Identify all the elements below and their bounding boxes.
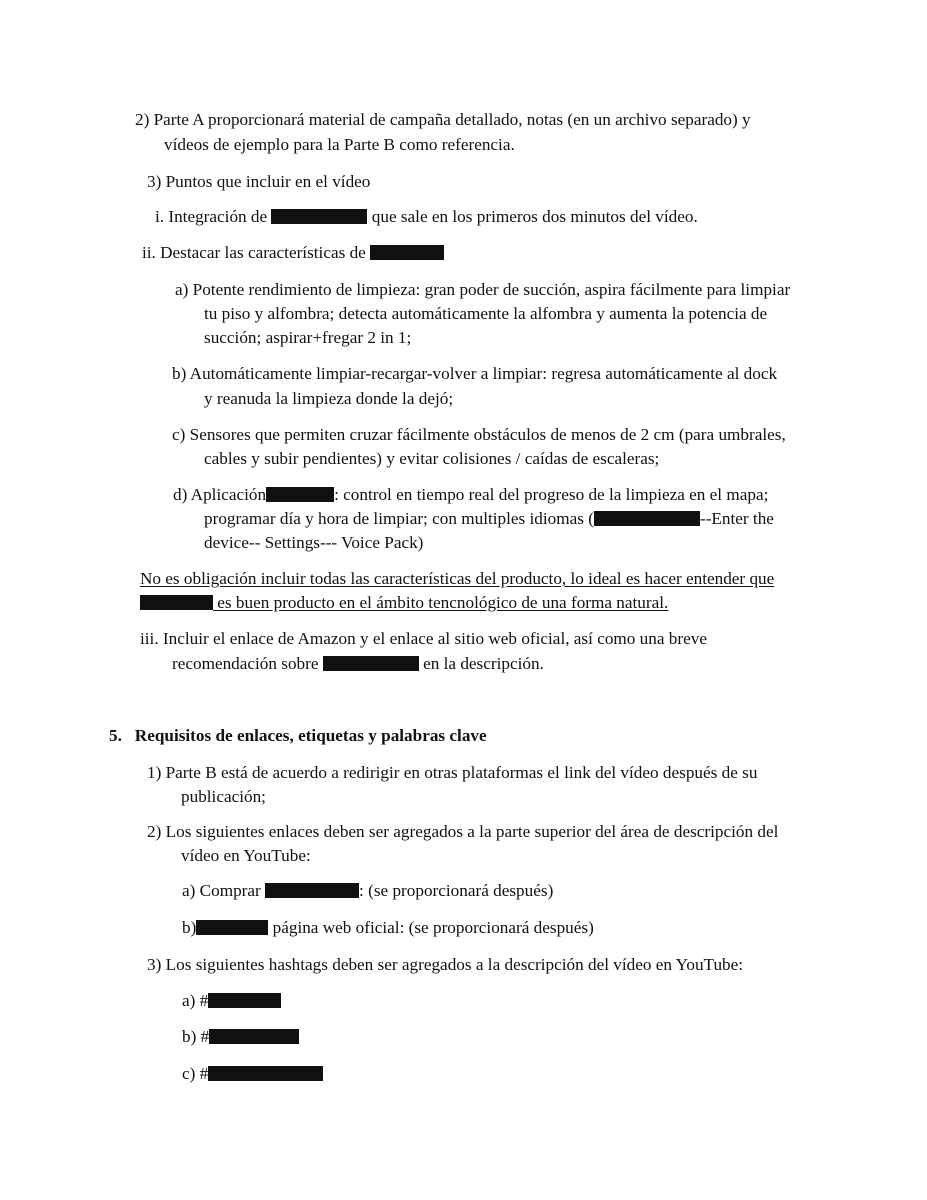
- feature-a-line-3: succión; aspirar+fregar 2 in 1;: [204, 328, 412, 347]
- redaction-block: [208, 1066, 323, 1081]
- redaction-block: [208, 993, 281, 1008]
- redaction-block: [323, 656, 419, 671]
- feature-d-l2-pre: programar día y hora de limpiar; con multiples idiomas (: [204, 509, 594, 528]
- item-i-post: que sale en los primeros dos minutos del vídeo.: [371, 207, 698, 226]
- link-b-line: [182, 918, 594, 938]
- redaction-block: [196, 920, 268, 935]
- redaction-block: [140, 595, 213, 610]
- hashtag-b-line: [182, 1027, 299, 1047]
- s5-item-2-line-1: 2) Los siguientes enlaces deben ser agregados a la parte superior del área de descripción del: [147, 822, 779, 841]
- item-iii-line-1: iii. Incluir el enlace de Amazon y el enlace al sitio web oficial, así como una breve: [140, 629, 707, 648]
- s5-item-2-line-2: vídeo en YouTube:: [181, 846, 311, 865]
- redaction-block: [594, 511, 700, 526]
- item-ii-line: [142, 243, 444, 263]
- feature-c-line-1: c) Sensores que permiten cruzar fácilmente obstáculos de menos de 2 cm (para umbrales,: [172, 425, 786, 444]
- feature-d-post: : control en tiempo real del progreso de la limpieza en el mapa;: [334, 485, 769, 504]
- note-line-1: No es obligación incluir todas las características del producto, lo ideal es hacer entender que: [140, 569, 775, 588]
- feature-d-line-2: [204, 509, 774, 529]
- feature-d-line-3: device-- Settings--- Voice Pack): [204, 533, 424, 552]
- feature-b-line-1: b) Automáticamente limpiar-recargar-volver a limpiar: regresa automáticamente al dock: [172, 364, 778, 383]
- item-iii-line-2: [172, 654, 544, 674]
- item-2-line-1: 2) Parte A proporcionará material de campaña detallado, notas (en un archivo separado) y: [135, 110, 751, 129]
- item-i-line: [155, 207, 698, 227]
- s5-item-1-line-2: publicación;: [181, 787, 266, 806]
- redaction-block: [265, 883, 359, 898]
- note-l2-post: es buen producto en el ámbito tencnológico de una forma natural.: [213, 593, 669, 612]
- hashtag-a-line: [182, 991, 281, 1011]
- link-b-post: página web oficial: (se proporcionará después): [272, 918, 594, 937]
- item-iii-pre: recomendación sobre: [172, 654, 319, 673]
- feature-d-pre: d) Aplicación: [173, 485, 267, 504]
- feature-c-line-2: cables y subir pendientes) y evitar colisiones / caídas de escaleras;: [204, 449, 660, 468]
- redaction-block: [209, 1029, 299, 1044]
- s5-item-3-line-1: 3) Los siguientes hashtags deben ser agregados a la descripción del vídeo en YouTube:: [147, 955, 744, 974]
- hashtag-a-label: a) #: [182, 991, 209, 1010]
- feature-b-line-2: y reanuda la limpieza donde la dejó;: [204, 389, 454, 408]
- s5-item-1-line-1: 1) Parte B está de acuerdo a redirigir en otras plataformas el link del vídeo después de su: [147, 763, 758, 782]
- feature-a-line-2: tu piso y alfombra; detecta automáticamente la alfombra y aumenta la potencia de: [204, 304, 768, 323]
- item-3-title: 3) Puntos que incluir en el vídeo: [147, 172, 371, 191]
- section-5-heading: 5. Requisitos de enlaces, etiquetas y palabras clave: [109, 726, 487, 745]
- link-a-pre: a) Comprar: [182, 881, 261, 900]
- note-line-2: [140, 593, 668, 613]
- item-i-pre: i. Integración de: [155, 207, 268, 226]
- redaction-block: [370, 245, 444, 260]
- link-a-post: : (se proporcionará después): [359, 881, 554, 900]
- redaction-block: [271, 209, 367, 224]
- item-ii-pre: ii. Destacar las características de: [142, 243, 366, 262]
- link-a-line: [182, 881, 553, 901]
- link-b-pre: b): [182, 918, 197, 937]
- item-2-line-2: vídeos de ejemplo para la Parte B como referencia.: [164, 135, 515, 154]
- feature-d-l2-post: --Enter the: [699, 509, 774, 528]
- hashtag-b-label: b) #: [182, 1027, 210, 1046]
- hashtag-c-line: [182, 1064, 323, 1084]
- hashtag-c-label: c) #: [182, 1064, 209, 1083]
- feature-d-line-1: [173, 485, 768, 505]
- redaction-block: [266, 487, 334, 502]
- feature-a-line-1: a) Potente rendimiento de limpieza: gran poder de succión, aspira fácilmente para limpiar: [175, 280, 791, 299]
- item-iii-post: en la descripción.: [423, 654, 544, 673]
